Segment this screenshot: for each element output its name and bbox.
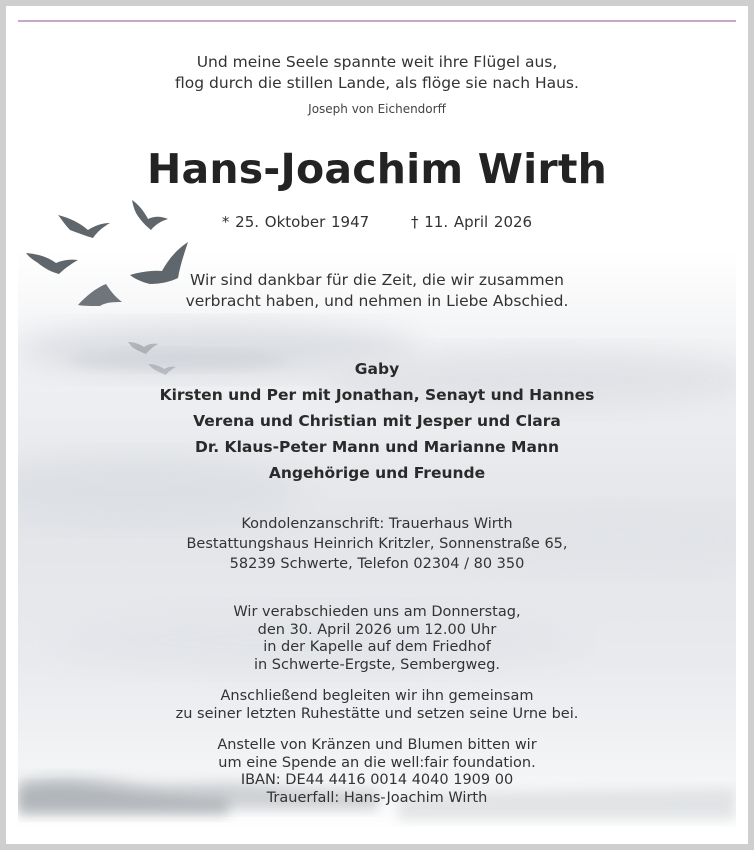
mourner-1: Gaby [354, 360, 400, 378]
donation-line-2: um eine Spende an die well:fair foundation. [218, 754, 536, 771]
obituary-card [18, 20, 736, 830]
funeral-service [18, 604, 736, 674]
condolence-line-2: Bestattungshaus Heinrich Kritzler, Sonnenstraße 65, [186, 536, 568, 552]
service-line-3: in der Kapelle auf dem Friedhof [263, 639, 491, 655]
burial-line-2: zu seiner letzten Ruhestätte und setzen seine Urne bei. [175, 706, 579, 722]
iban: IBAN: DE44 4416 0014 4040 1909 00 [240, 772, 514, 788]
deceased-name: Hans-Joachim Wirth [146, 145, 608, 193]
mourner-3: Verena und Christian mit Jesper und Clara [193, 412, 561, 430]
mourner-4: Dr. Klaus-Peter Mann und Marianne Mann [194, 438, 560, 456]
condolence-line-3: 58239 Schwerte, Telefon 02304 / 80 350 [229, 556, 525, 572]
poem-quote [18, 52, 736, 94]
donation-line-1: Anstelle von Kränzen und Blumen bitten wir [217, 737, 537, 753]
farewell-statement [18, 270, 736, 312]
service-line-2: den 30. April 2026 um 12.00 Uhr [257, 621, 497, 638]
condolence-line-1: Kondolenzanschrift: Trauerhaus Wirth [241, 516, 513, 532]
urn-burial [18, 687, 736, 723]
thanks-line-1: Wir sind dankbar für die Zeit, die wir zusammen [190, 271, 564, 289]
mourner-5: Angehörige und Freunde [268, 464, 486, 482]
mourners-list [18, 356, 736, 486]
death-date: † 11. April 2026 [410, 213, 533, 231]
service-line-1: Wir verabschieden uns am Donnerstag, [233, 604, 521, 620]
condolence-address [18, 514, 736, 574]
quote-line-1: Und meine Seele spannte weit ihre Flügel aus, [196, 53, 558, 71]
birth-date: * 25. Oktober 1947 [221, 213, 370, 231]
quote-author: Joseph von Eichendorff [308, 102, 446, 116]
reference: Trauerfall: Hans-Joachim Wirth [266, 789, 488, 806]
thanks-line-2: verbracht haben, und nehmen in Liebe Abschied. [185, 292, 569, 310]
mourner-2: Kirsten und Per mit Jonathan, Senayt und Hannes [159, 386, 595, 404]
donation-request [18, 737, 736, 807]
life-dates [18, 213, 736, 231]
quote-line-2: flog durch die stillen Lande, als flöge sie nach Haus. [175, 74, 579, 92]
burial-line-1: Anschließend begleiten wir ihn gemeinsam [220, 688, 534, 704]
service-line-4: in Schwerte-Ergste, Sembergweg. [253, 656, 501, 673]
obituary-frame [6, 6, 748, 844]
